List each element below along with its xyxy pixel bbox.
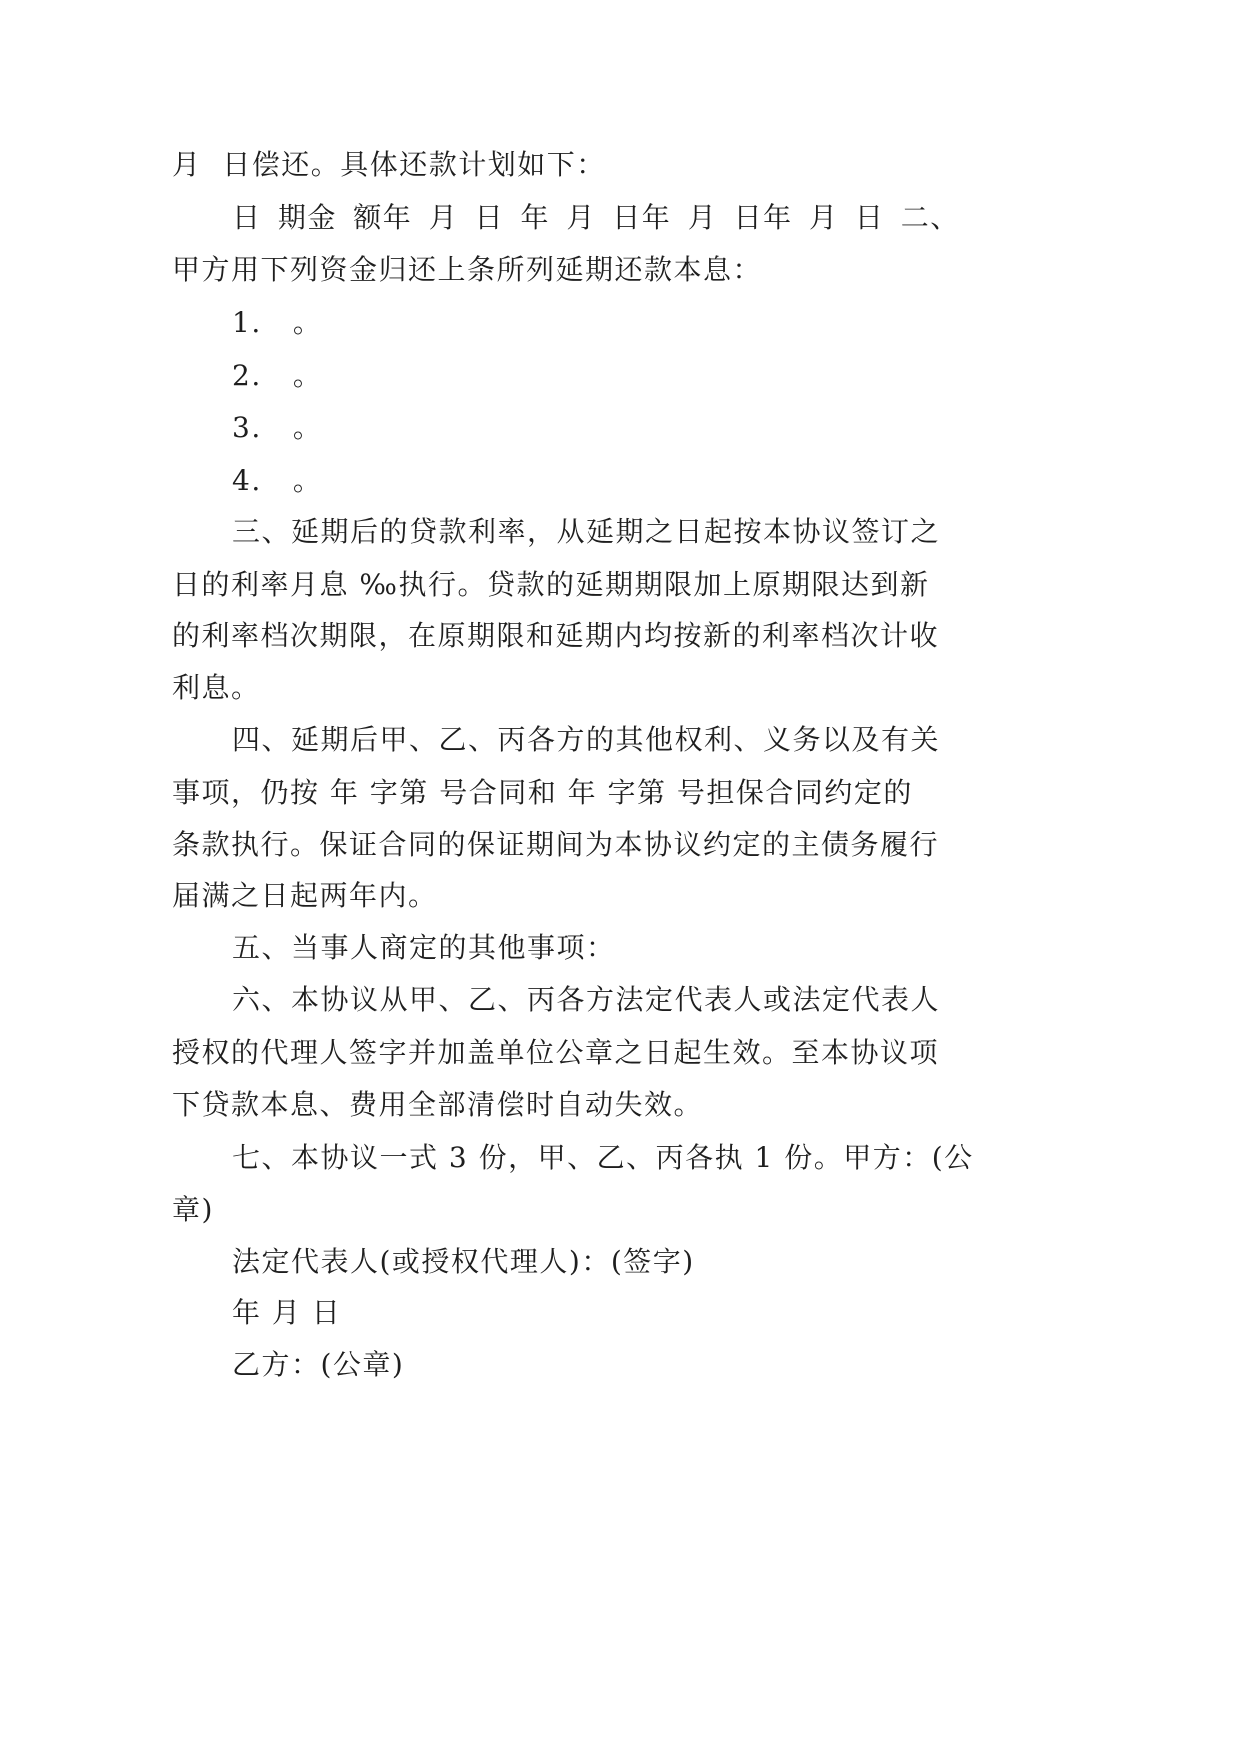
repayment-schedule-header-line: 日 期金 额年 月 日 年 月 日年 月 日年 月 日 二、 (232, 201, 960, 234)
party-a-date-line: 年 月 日 (232, 1296, 342, 1329)
clause-2-funds-line: 甲方用下列资金归还上条所列延期还款本息： (172, 253, 763, 286)
clause-6-line-1: 六、本协议从甲、乙、丙各方法定代表人或法定代表人 (232, 983, 941, 1016)
repayment-plan-intro-line: 月 日偿还。具体还款计划如下： (172, 148, 606, 181)
clause-4-line-1: 四、延期后甲、乙、丙各方的其他权利、义务以及有关 (232, 723, 941, 756)
party-b-seal-line: 乙方：(公章) (232, 1348, 405, 1381)
clause-6-line-2: 授权的代理人签字并加盖单位公章之日起生效。至本协议项 (172, 1036, 940, 1069)
clause-3-line-1: 三、延期后的贷款利率，从延期之日起按本协议签订之 (232, 515, 941, 548)
party-a-representative-line: 法定代表人(或授权代理人)：(签字) (232, 1245, 695, 1278)
clause-7-line-1: 七、本协议一式 3 份，甲、乙、丙各执 1 份。甲方：(公 (232, 1141, 974, 1174)
clause-5-line: 五、当事人商定的其他事项： (232, 931, 616, 964)
clause-3-line-2: 日的利率月息 ‰执行。贷款的延期期限加上原期限达到新 (172, 568, 930, 601)
clause-7-line-2: 章) (172, 1193, 214, 1226)
clause-3-line-4: 利息。 (172, 671, 261, 704)
fund-item-2: 2. 。 (232, 359, 323, 392)
clause-3-line-3: 的利率档次期限，在原期限和延期内均按新的利率档次计收 (172, 619, 940, 652)
fund-item-3: 3. 。 (232, 411, 323, 444)
clause-4-line-3: 条款执行。保证合同的保证期间为本协议约定的主债务履行 (172, 828, 940, 861)
fund-item-4: 4. 。 (232, 464, 323, 497)
fund-item-1: 1. 。 (232, 306, 323, 339)
clause-6-line-3: 下贷款本息、费用全部清偿时自动失效。 (172, 1088, 704, 1121)
clause-4-line-4: 届满之日起两年内。 (172, 879, 438, 912)
clause-4-line-2: 事项，仍按 年 字第 号合同和 年 字第 号担保合同约定的 (172, 776, 913, 809)
